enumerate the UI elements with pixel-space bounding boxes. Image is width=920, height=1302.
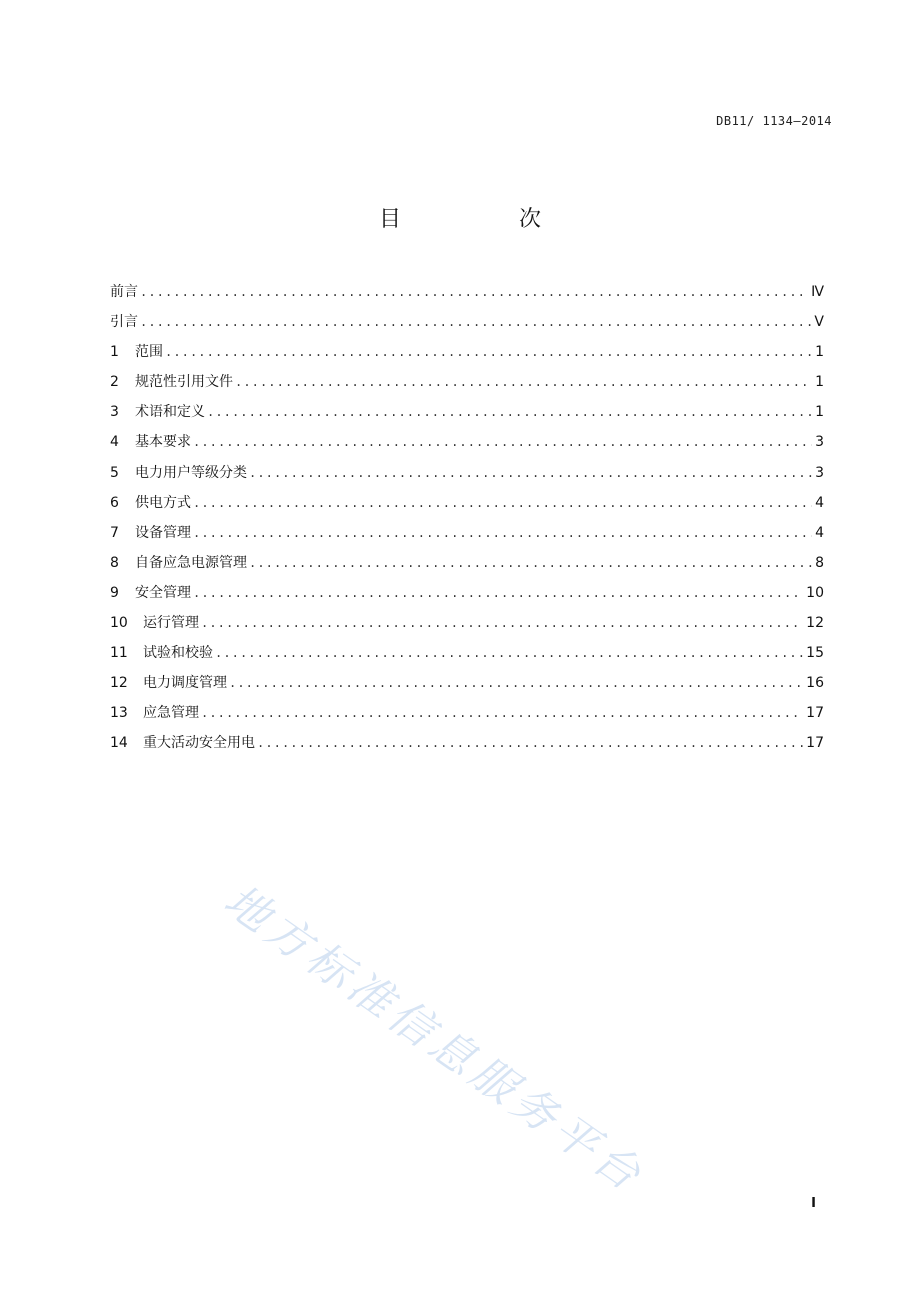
toc-entry-label: 范围 xyxy=(135,344,163,361)
toc-leader-dots xyxy=(249,458,812,488)
toc-entry-foreword[interactable] xyxy=(110,277,824,307)
toc-entry-label: 试验和校验 xyxy=(143,645,213,662)
toc-entry-12[interactable] xyxy=(110,668,824,698)
toc-entry-10[interactable] xyxy=(110,608,824,638)
toc-entry-page: 15 xyxy=(806,645,824,662)
toc-entry-number: 12 xyxy=(110,675,128,692)
toc-leader-dots xyxy=(201,698,803,728)
toc-entry-page: Ⅳ xyxy=(811,284,824,300)
toc-leader-dots xyxy=(165,337,812,367)
toc-entry-2[interactable] xyxy=(110,367,824,397)
toc-entry-page: 17 xyxy=(806,735,824,752)
toc-entry-11[interactable] xyxy=(110,638,824,668)
toc-entry-label: 前言 xyxy=(110,284,138,300)
toc-entry-1[interactable] xyxy=(110,337,824,367)
toc-leader-dots xyxy=(249,548,812,578)
toc-entry-label: 基本要求 xyxy=(135,434,191,451)
toc-entry-page: 1 xyxy=(815,404,824,421)
toc-entry-13[interactable] xyxy=(110,698,824,728)
toc-entry-number: 14 xyxy=(110,735,128,752)
toc-leader-dots xyxy=(257,728,803,758)
toc-entry-label: 运行管理 xyxy=(143,615,199,632)
toc-entry-5[interactable] xyxy=(110,458,824,488)
toc-entry-number: 9 xyxy=(110,584,119,601)
toc-entry-page: 1 xyxy=(815,344,824,361)
toc-entry-number: 7 xyxy=(110,524,119,541)
toc-entry-page: 3 xyxy=(815,464,824,481)
toc-entry-label: 重大活动安全用电 xyxy=(143,735,255,752)
toc-entry-number: 8 xyxy=(110,554,119,571)
toc-entry-page: 16 xyxy=(806,675,824,692)
table-of-contents xyxy=(110,277,824,759)
watermark: 地方标准信息服务平台 xyxy=(214,874,654,1204)
toc-entry-label: 设备管理 xyxy=(135,524,191,541)
toc-leader-dots xyxy=(215,638,803,668)
toc-entry-page: 3 xyxy=(815,434,824,451)
toc-entry-7[interactable] xyxy=(110,518,824,548)
toc-entry-label: 引言 xyxy=(110,314,138,331)
toc-leader-dots xyxy=(193,488,812,518)
toc-entry-number: 2 xyxy=(110,374,119,391)
toc-entry-number: 3 xyxy=(110,404,119,421)
toc-title: 目 次 xyxy=(378,207,589,232)
document-code: DB11/ 1134—2014 xyxy=(716,114,832,128)
toc-entry-page: Ⅴ xyxy=(814,314,824,331)
toc-entry-introduction[interactable] xyxy=(110,307,824,337)
toc-entry-page: 10 xyxy=(806,584,824,601)
toc-entry-6[interactable] xyxy=(110,488,824,518)
toc-entry-page: 12 xyxy=(806,615,824,632)
toc-entry-number: 10 xyxy=(110,615,128,632)
page-number: I xyxy=(811,1196,816,1211)
toc-entry-number: 6 xyxy=(110,494,119,511)
toc-leader-dots xyxy=(207,397,812,427)
toc-entry-label: 供电方式 xyxy=(135,494,191,511)
toc-entry-label: 电力调度管理 xyxy=(143,675,227,692)
toc-leader-dots xyxy=(193,578,803,608)
toc-entry-number: 5 xyxy=(110,464,119,481)
toc-entry-number: 4 xyxy=(110,434,119,451)
toc-entry-14[interactable] xyxy=(110,728,824,758)
toc-entry-8[interactable] xyxy=(110,548,824,578)
toc-entry-number: 13 xyxy=(110,705,128,722)
toc-leader-dots xyxy=(140,307,811,337)
toc-entry-page: 17 xyxy=(806,705,824,722)
toc-entry-label: 自备应急电源管理 xyxy=(135,554,247,571)
toc-entry-label: 规范性引用文件 xyxy=(135,374,233,391)
toc-entry-3[interactable] xyxy=(110,397,824,427)
toc-leader-dots xyxy=(235,367,812,397)
toc-entry-page: 8 xyxy=(815,554,824,571)
toc-leader-dots xyxy=(201,608,803,638)
toc-leader-dots xyxy=(229,668,803,698)
toc-entry-page: 4 xyxy=(815,524,824,541)
toc-entry-label: 安全管理 xyxy=(135,584,191,601)
toc-entry-label: 应急管理 xyxy=(143,705,199,722)
toc-entry-9[interactable] xyxy=(110,578,824,608)
toc-entry-page: 4 xyxy=(815,494,824,511)
toc-entry-number: 1 xyxy=(110,344,119,361)
toc-leader-dots xyxy=(193,427,812,457)
toc-entry-number: 11 xyxy=(110,645,128,662)
toc-entry-4[interactable] xyxy=(110,427,824,457)
toc-leader-dots xyxy=(193,518,812,548)
toc-leader-dots xyxy=(140,277,808,307)
toc-entry-label: 术语和定义 xyxy=(135,404,205,421)
toc-entry-page: 1 xyxy=(815,374,824,391)
toc-entry-label: 电力用户等级分类 xyxy=(135,464,247,481)
